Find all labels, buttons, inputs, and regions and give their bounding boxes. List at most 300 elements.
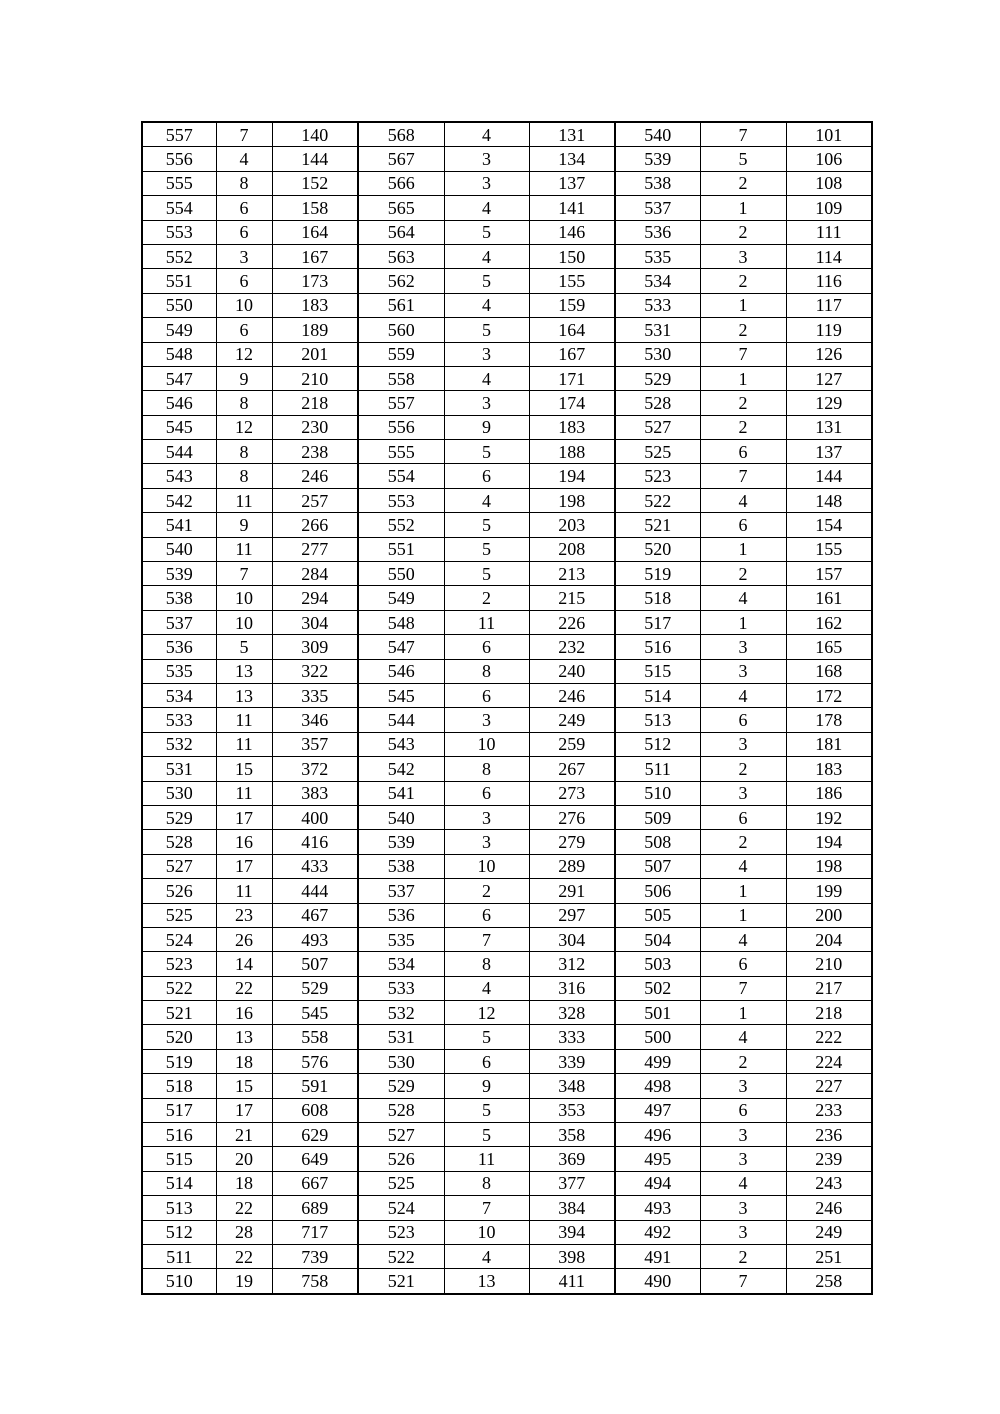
- cell-count-a: 16: [216, 1001, 272, 1025]
- cell-count-a: 17: [216, 854, 272, 878]
- table-row: [142, 366, 872, 390]
- cell-count-a: 8: [216, 171, 272, 195]
- table-row: [142, 1074, 872, 1098]
- cell-cumulative-a: 416: [272, 830, 358, 854]
- cell-score-c: 525: [615, 440, 700, 464]
- cell-score-c: 537: [615, 196, 700, 220]
- cell-count-b: 3: [444, 708, 529, 732]
- cell-count-a: 15: [216, 757, 272, 781]
- cell-score-a: 511: [142, 1244, 216, 1268]
- cell-score-b: 567: [358, 147, 444, 171]
- cell-cumulative-a: 346: [272, 708, 358, 732]
- cell-score-a: 551: [142, 269, 216, 293]
- cell-cumulative-c: 172: [786, 683, 872, 707]
- cell-score-b: 521: [358, 1269, 444, 1294]
- cell-score-c: 519: [615, 562, 700, 586]
- cell-score-c: 518: [615, 586, 700, 610]
- cell-cumulative-b: 213: [529, 562, 615, 586]
- cell-score-c: 514: [615, 683, 700, 707]
- cell-count-b: 5: [444, 513, 529, 537]
- cell-count-b: 3: [444, 805, 529, 829]
- cell-cumulative-a: 257: [272, 488, 358, 512]
- cell-score-c: 497: [615, 1098, 700, 1122]
- cell-count-c: 4: [700, 854, 786, 878]
- cell-cumulative-c: 181: [786, 732, 872, 756]
- cell-cumulative-c: 111: [786, 220, 872, 244]
- cell-count-a: 8: [216, 464, 272, 488]
- cell-cumulative-a: 608: [272, 1098, 358, 1122]
- cell-count-a: 19: [216, 1269, 272, 1294]
- cell-score-a: 536: [142, 635, 216, 659]
- cell-score-b: 538: [358, 854, 444, 878]
- cell-count-a: 5: [216, 635, 272, 659]
- cell-score-b: 544: [358, 708, 444, 732]
- table-row: [142, 488, 872, 512]
- cell-score-c: 530: [615, 342, 700, 366]
- cell-cumulative-c: 178: [786, 708, 872, 732]
- cell-count-b: 3: [444, 171, 529, 195]
- cell-cumulative-a: 667: [272, 1171, 358, 1195]
- cell-count-c: 2: [700, 757, 786, 781]
- cell-cumulative-b: 259: [529, 732, 615, 756]
- table-row: [142, 1001, 872, 1025]
- cell-cumulative-a: 576: [272, 1049, 358, 1073]
- cell-cumulative-b: 279: [529, 830, 615, 854]
- cell-count-a: 11: [216, 879, 272, 903]
- table-row: [142, 196, 872, 220]
- table-row: [142, 318, 872, 342]
- cell-count-a: 13: [216, 659, 272, 683]
- cell-count-b: 6: [444, 464, 529, 488]
- cell-score-a: 515: [142, 1147, 216, 1171]
- cell-count-a: 14: [216, 952, 272, 976]
- cell-cumulative-b: 240: [529, 659, 615, 683]
- table-row: [142, 562, 872, 586]
- cell-score-a: 546: [142, 391, 216, 415]
- score-table: [141, 121, 873, 1295]
- cell-count-c: 4: [700, 683, 786, 707]
- cell-count-a: 13: [216, 1025, 272, 1049]
- table-row: [142, 635, 872, 659]
- cell-cumulative-c: 233: [786, 1098, 872, 1122]
- cell-cumulative-c: 243: [786, 1171, 872, 1195]
- cell-score-c: 521: [615, 513, 700, 537]
- cell-cumulative-c: 239: [786, 1147, 872, 1171]
- cell-cumulative-c: 222: [786, 1025, 872, 1049]
- cell-count-a: 4: [216, 147, 272, 171]
- cell-count-c: 1: [700, 903, 786, 927]
- cell-cumulative-a: 218: [272, 391, 358, 415]
- cell-score-a: 510: [142, 1269, 216, 1294]
- cell-count-c: 2: [700, 318, 786, 342]
- cell-score-b: 533: [358, 976, 444, 1000]
- cell-score-b: 527: [358, 1123, 444, 1147]
- cell-count-b: 12: [444, 1001, 529, 1025]
- table-row: [142, 830, 872, 854]
- cell-score-c: 508: [615, 830, 700, 854]
- cell-cumulative-b: 304: [529, 927, 615, 951]
- cell-score-c: 535: [615, 244, 700, 268]
- cell-score-b: 562: [358, 269, 444, 293]
- cell-count-c: 2: [700, 391, 786, 415]
- cell-count-c: 3: [700, 1220, 786, 1244]
- cell-cumulative-c: 210: [786, 952, 872, 976]
- cell-score-b: 540: [358, 805, 444, 829]
- cell-count-a: 22: [216, 976, 272, 1000]
- cell-cumulative-b: 198: [529, 488, 615, 512]
- cell-score-c: 493: [615, 1196, 700, 1220]
- cell-cumulative-b: 131: [529, 122, 615, 147]
- cell-score-c: 505: [615, 903, 700, 927]
- cell-score-a: 517: [142, 1098, 216, 1122]
- cell-score-c: 533: [615, 293, 700, 317]
- cell-score-b: 536: [358, 903, 444, 927]
- cell-count-b: 4: [444, 488, 529, 512]
- cell-count-c: 3: [700, 1123, 786, 1147]
- cell-score-a: 518: [142, 1074, 216, 1098]
- cell-cumulative-c: 131: [786, 415, 872, 439]
- cell-cumulative-a: 294: [272, 586, 358, 610]
- cell-cumulative-a: 372: [272, 757, 358, 781]
- cell-count-c: 3: [700, 635, 786, 659]
- cell-cumulative-b: 141: [529, 196, 615, 220]
- cell-count-c: 2: [700, 171, 786, 195]
- table-row: [142, 659, 872, 683]
- cell-count-c: 1: [700, 366, 786, 390]
- cell-count-a: 6: [216, 269, 272, 293]
- cell-count-a: 13: [216, 683, 272, 707]
- cell-score-a: 553: [142, 220, 216, 244]
- cell-score-a: 512: [142, 1220, 216, 1244]
- cell-cumulative-b: 411: [529, 1269, 615, 1294]
- table-row: [142, 513, 872, 537]
- cell-score-c: 536: [615, 220, 700, 244]
- cell-cumulative-b: 316: [529, 976, 615, 1000]
- cell-cumulative-b: 134: [529, 147, 615, 171]
- cell-score-a: 530: [142, 781, 216, 805]
- table-row: [142, 1196, 872, 1220]
- cell-cumulative-a: 739: [272, 1244, 358, 1268]
- cell-cumulative-a: 201: [272, 342, 358, 366]
- cell-count-b: 5: [444, 537, 529, 561]
- cell-cumulative-b: 232: [529, 635, 615, 659]
- cell-cumulative-a: 717: [272, 1220, 358, 1244]
- cell-score-c: 510: [615, 781, 700, 805]
- cell-cumulative-a: 689: [272, 1196, 358, 1220]
- cell-cumulative-b: 174: [529, 391, 615, 415]
- cell-count-a: 11: [216, 781, 272, 805]
- cell-count-a: 6: [216, 220, 272, 244]
- cell-count-a: 7: [216, 122, 272, 147]
- cell-cumulative-a: 152: [272, 171, 358, 195]
- cell-cumulative-c: 236: [786, 1123, 872, 1147]
- cell-count-b: 4: [444, 244, 529, 268]
- cell-score-a: 527: [142, 854, 216, 878]
- table-row: [142, 732, 872, 756]
- table-row: [142, 147, 872, 171]
- cell-score-c: 503: [615, 952, 700, 976]
- cell-cumulative-b: 369: [529, 1147, 615, 1171]
- cell-score-c: 527: [615, 415, 700, 439]
- cell-score-b: 525: [358, 1171, 444, 1195]
- cell-count-b: 4: [444, 293, 529, 317]
- cell-count-c: 4: [700, 488, 786, 512]
- cell-cumulative-a: 629: [272, 1123, 358, 1147]
- cell-score-a: 522: [142, 976, 216, 1000]
- cell-cumulative-c: 168: [786, 659, 872, 683]
- cell-count-a: 23: [216, 903, 272, 927]
- cell-count-b: 3: [444, 342, 529, 366]
- cell-count-a: 3: [216, 244, 272, 268]
- cell-cumulative-c: 119: [786, 318, 872, 342]
- table-row: [142, 854, 872, 878]
- table-row: [142, 391, 872, 415]
- cell-count-a: 11: [216, 732, 272, 756]
- cell-count-c: 2: [700, 1244, 786, 1268]
- cell-count-a: 17: [216, 805, 272, 829]
- cell-score-b: 537: [358, 879, 444, 903]
- cell-cumulative-a: 167: [272, 244, 358, 268]
- cell-score-b: 535: [358, 927, 444, 951]
- cell-cumulative-b: 312: [529, 952, 615, 976]
- cell-score-c: 506: [615, 879, 700, 903]
- cell-score-a: 533: [142, 708, 216, 732]
- cell-score-b: 556: [358, 415, 444, 439]
- cell-cumulative-b: 328: [529, 1001, 615, 1025]
- cell-score-c: 534: [615, 269, 700, 293]
- cell-count-b: 3: [444, 147, 529, 171]
- cell-score-c: 528: [615, 391, 700, 415]
- cell-cumulative-c: 204: [786, 927, 872, 951]
- cell-count-c: 7: [700, 342, 786, 366]
- cell-cumulative-b: 146: [529, 220, 615, 244]
- cell-cumulative-a: 246: [272, 464, 358, 488]
- cell-cumulative-c: 106: [786, 147, 872, 171]
- cell-score-b: 526: [358, 1147, 444, 1171]
- cell-score-a: 556: [142, 147, 216, 171]
- table-row: [142, 1171, 872, 1195]
- cell-score-b: 524: [358, 1196, 444, 1220]
- cell-count-a: 22: [216, 1244, 272, 1268]
- cell-count-c: 2: [700, 562, 786, 586]
- cell-score-a: 525: [142, 903, 216, 927]
- cell-score-a: 520: [142, 1025, 216, 1049]
- cell-score-b: 559: [358, 342, 444, 366]
- cell-cumulative-b: 194: [529, 464, 615, 488]
- cell-cumulative-c: 186: [786, 781, 872, 805]
- cell-score-a: 537: [142, 610, 216, 634]
- cell-count-b: 4: [444, 976, 529, 1000]
- cell-count-a: 8: [216, 440, 272, 464]
- cell-count-a: 11: [216, 537, 272, 561]
- cell-cumulative-a: 266: [272, 513, 358, 537]
- table-row: [142, 342, 872, 366]
- cell-count-a: 26: [216, 927, 272, 951]
- cell-cumulative-a: 144: [272, 147, 358, 171]
- table-row: [142, 1147, 872, 1171]
- cell-count-b: 5: [444, 1025, 529, 1049]
- table-body: [142, 122, 872, 1294]
- cell-cumulative-b: 348: [529, 1074, 615, 1098]
- cell-cumulative-c: 129: [786, 391, 872, 415]
- cell-score-a: 519: [142, 1049, 216, 1073]
- cell-score-a: 544: [142, 440, 216, 464]
- cell-score-c: 499: [615, 1049, 700, 1073]
- cell-count-a: 21: [216, 1123, 272, 1147]
- cell-score-b: 566: [358, 171, 444, 195]
- cell-cumulative-a: 238: [272, 440, 358, 464]
- cell-count-c: 1: [700, 293, 786, 317]
- table-row: [142, 1098, 872, 1122]
- cell-score-c: 495: [615, 1147, 700, 1171]
- cell-cumulative-b: 339: [529, 1049, 615, 1073]
- cell-count-b: 5: [444, 562, 529, 586]
- cell-count-a: 11: [216, 488, 272, 512]
- cell-cumulative-c: 144: [786, 464, 872, 488]
- cell-score-b: 545: [358, 683, 444, 707]
- cell-count-c: 4: [700, 586, 786, 610]
- cell-score-b: 554: [358, 464, 444, 488]
- cell-score-b: 548: [358, 610, 444, 634]
- cell-score-a: 538: [142, 586, 216, 610]
- table-row: [142, 269, 872, 293]
- cell-score-b: 542: [358, 757, 444, 781]
- cell-count-b: 6: [444, 1049, 529, 1073]
- table-row: [142, 586, 872, 610]
- cell-cumulative-b: 394: [529, 1220, 615, 1244]
- cell-cumulative-a: 210: [272, 366, 358, 390]
- cell-count-b: 6: [444, 903, 529, 927]
- cell-count-b: 5: [444, 1098, 529, 1122]
- cell-count-a: 9: [216, 513, 272, 537]
- cell-cumulative-c: 154: [786, 513, 872, 537]
- cell-cumulative-b: 171: [529, 366, 615, 390]
- cell-count-c: 2: [700, 269, 786, 293]
- cell-count-b: 4: [444, 196, 529, 220]
- cell-score-a: 524: [142, 927, 216, 951]
- cell-cumulative-b: 384: [529, 1196, 615, 1220]
- cell-score-b: 532: [358, 1001, 444, 1025]
- cell-cumulative-c: 200: [786, 903, 872, 927]
- cell-count-b: 5: [444, 440, 529, 464]
- table-row: [142, 244, 872, 268]
- cell-cumulative-c: 148: [786, 488, 872, 512]
- table-row: [142, 683, 872, 707]
- cell-score-b: 561: [358, 293, 444, 317]
- cell-cumulative-c: 114: [786, 244, 872, 268]
- cell-score-b: 565: [358, 196, 444, 220]
- cell-cumulative-a: 173: [272, 269, 358, 293]
- cell-score-a: 541: [142, 513, 216, 537]
- cell-score-c: 494: [615, 1171, 700, 1195]
- cell-score-c: 529: [615, 366, 700, 390]
- cell-score-b: 552: [358, 513, 444, 537]
- cell-count-b: 3: [444, 830, 529, 854]
- cell-score-b: 558: [358, 366, 444, 390]
- cell-cumulative-c: 137: [786, 440, 872, 464]
- cell-count-b: 6: [444, 683, 529, 707]
- cell-count-c: 1: [700, 537, 786, 561]
- cell-cumulative-c: 224: [786, 1049, 872, 1073]
- cell-count-b: 8: [444, 757, 529, 781]
- cell-cumulative-b: 276: [529, 805, 615, 829]
- cell-cumulative-b: 358: [529, 1123, 615, 1147]
- table-row: [142, 1049, 872, 1073]
- cell-cumulative-c: 126: [786, 342, 872, 366]
- cell-count-c: 3: [700, 732, 786, 756]
- cell-cumulative-b: 167: [529, 342, 615, 366]
- table-row: [142, 805, 872, 829]
- cell-cumulative-c: 157: [786, 562, 872, 586]
- cell-score-c: 501: [615, 1001, 700, 1025]
- cell-count-c: 4: [700, 1025, 786, 1049]
- cell-score-a: 516: [142, 1123, 216, 1147]
- cell-count-c: 7: [700, 1269, 786, 1294]
- cell-count-b: 10: [444, 854, 529, 878]
- cell-score-c: 538: [615, 171, 700, 195]
- cell-cumulative-c: 249: [786, 1220, 872, 1244]
- cell-count-a: 17: [216, 1098, 272, 1122]
- table-row: [142, 757, 872, 781]
- cell-cumulative-a: 507: [272, 952, 358, 976]
- cell-score-a: 513: [142, 1196, 216, 1220]
- cell-cumulative-c: 108: [786, 171, 872, 195]
- cell-score-c: 504: [615, 927, 700, 951]
- cell-score-b: 550: [358, 562, 444, 586]
- cell-score-a: 548: [142, 342, 216, 366]
- cell-cumulative-c: 258: [786, 1269, 872, 1294]
- cell-count-b: 9: [444, 1074, 529, 1098]
- table-row: [142, 903, 872, 927]
- cell-count-a: 8: [216, 391, 272, 415]
- cell-score-a: 514: [142, 1171, 216, 1195]
- cell-cumulative-b: 249: [529, 708, 615, 732]
- cell-cumulative-a: 383: [272, 781, 358, 805]
- cell-count-c: 7: [700, 464, 786, 488]
- cell-cumulative-b: 246: [529, 683, 615, 707]
- cell-score-a: 535: [142, 659, 216, 683]
- cell-score-c: 522: [615, 488, 700, 512]
- cell-cumulative-a: 357: [272, 732, 358, 756]
- cell-score-c: 492: [615, 1220, 700, 1244]
- cell-score-b: 564: [358, 220, 444, 244]
- cell-score-a: 552: [142, 244, 216, 268]
- cell-count-b: 2: [444, 879, 529, 903]
- cell-score-b: 543: [358, 732, 444, 756]
- cell-count-b: 5: [444, 220, 529, 244]
- cell-cumulative-b: 188: [529, 440, 615, 464]
- cell-score-a: 534: [142, 683, 216, 707]
- cell-count-a: 18: [216, 1049, 272, 1073]
- cell-cumulative-c: 165: [786, 635, 872, 659]
- cell-score-c: 520: [615, 537, 700, 561]
- cell-cumulative-c: 199: [786, 879, 872, 903]
- cell-cumulative-a: 400: [272, 805, 358, 829]
- table-row: [142, 1244, 872, 1268]
- cell-cumulative-a: 493: [272, 927, 358, 951]
- cell-count-c: 3: [700, 1196, 786, 1220]
- cell-score-c: 490: [615, 1269, 700, 1294]
- table-row: [142, 537, 872, 561]
- cell-cumulative-b: 164: [529, 318, 615, 342]
- cell-cumulative-a: 189: [272, 318, 358, 342]
- cell-count-c: 6: [700, 708, 786, 732]
- table-row: [142, 781, 872, 805]
- cell-count-b: 4: [444, 366, 529, 390]
- cell-cumulative-b: 203: [529, 513, 615, 537]
- cell-count-a: 12: [216, 342, 272, 366]
- cell-score-a: 555: [142, 171, 216, 195]
